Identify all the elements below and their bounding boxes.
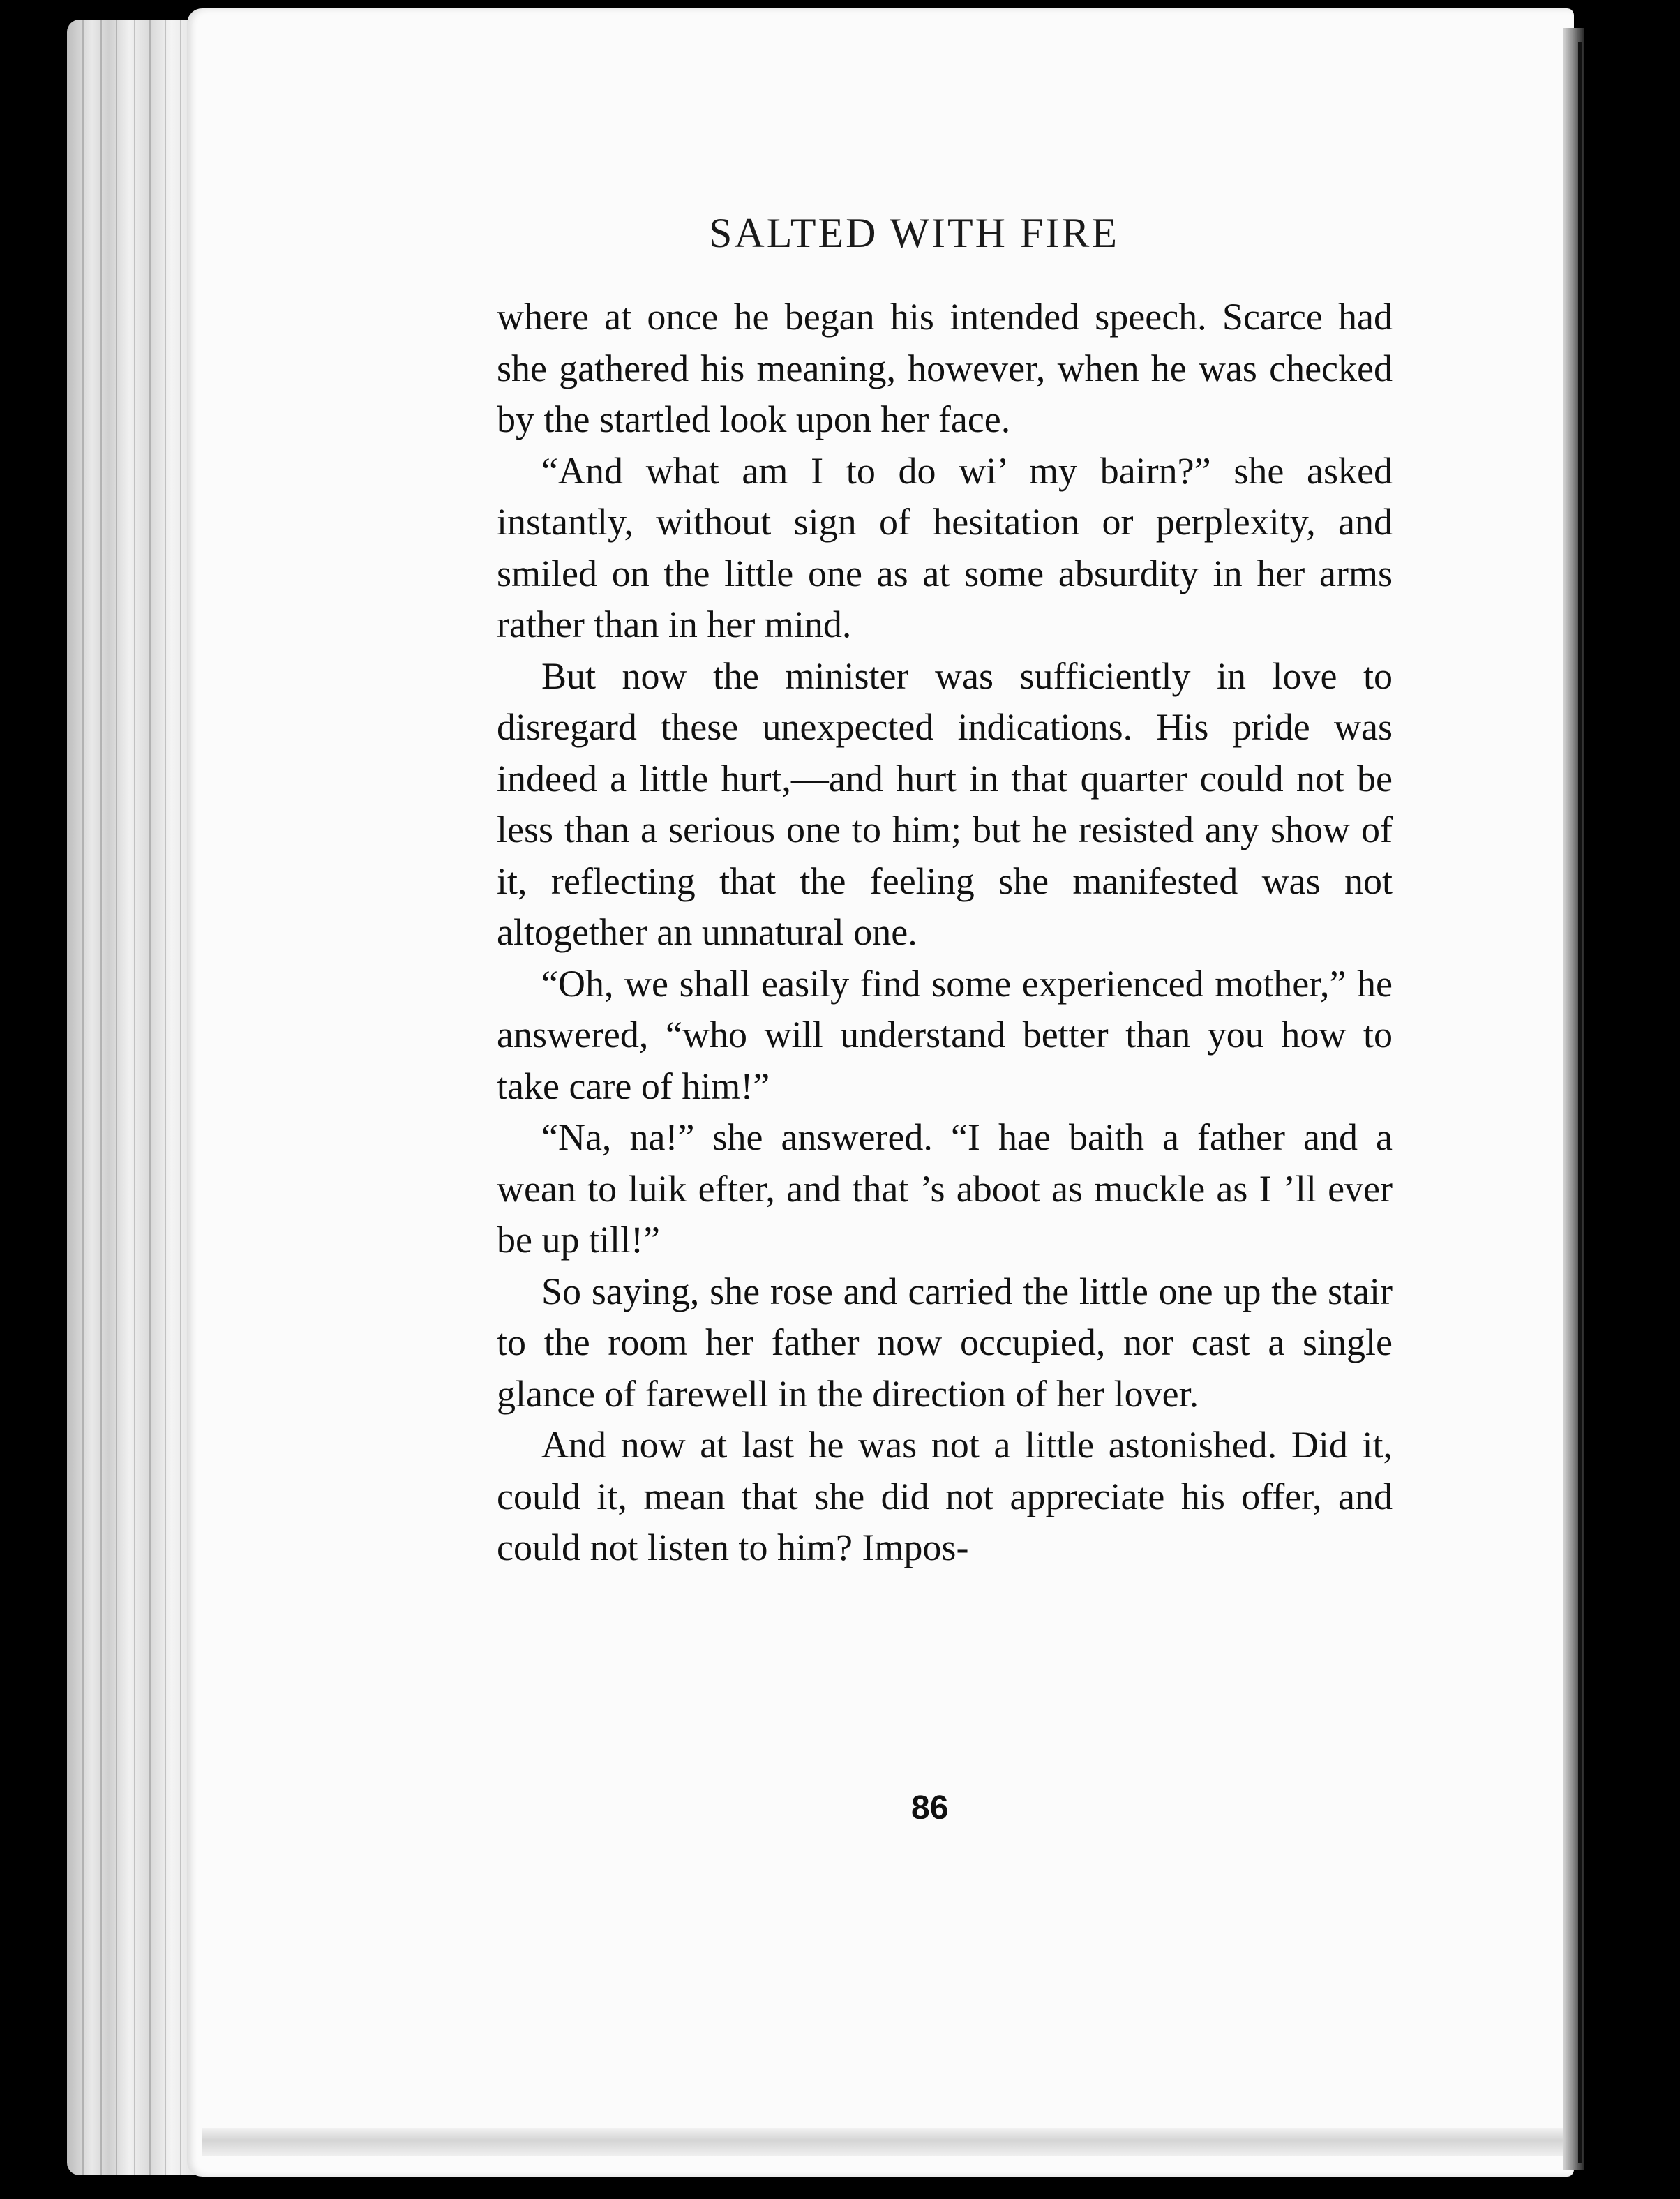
paragraph-5: “Na, na!” she answered. “I hae baith a father and a wean to luik efter, and that ’s aboot as muckle as I ’ll ever be up till!”	[497, 1116, 1393, 1261]
page-number: 86	[911, 1789, 949, 1826]
paragraph-1: where at once he began his intended speech. Scarce had she gathered his meaning, however, when he was checked by the startled look upon her face.	[497, 296, 1393, 440]
running-head: SALTED WITH FIRE	[709, 210, 1119, 256]
paragraph-4: “Oh, we shall easily find some experienced mother,” he answered, “who will understand better than you how to take care of him!”	[497, 962, 1393, 1107]
book-page-edges	[67, 20, 207, 2175]
paragraph-6: So saying, she rose and carried the little one up the stair to the room her father now occupied, nor cast a single glance of farewell in the direction of her lover.	[497, 1270, 1393, 1415]
gutter-shadow-line	[1578, 42, 1582, 2163]
body-text	[497, 292, 1393, 1574]
paragraph-7: And now at last he was not a little astonished. Did it, could it, mean that she did not appreciate his offer, and could not listen to him? Impos-	[497, 1424, 1393, 1568]
paragraph-2: “And what am I to do wi’ my bairn?” she asked instantly, without sign of hesitation or perplexity, and smiled on the little one as at some absurdity in her arms rather than in her mind.	[497, 449, 1393, 645]
bottom-page-edge	[202, 2128, 1563, 2156]
paragraph-3: But now the minister was sufficiently in love to disregard these unexpected indications. His pride was indeed a little hurt,—and hurt in that quarter could not be less than a serious one to him; but he resisted any show of it, reflecting that the feeling she manifested was not altogether an unnatural one.	[497, 654, 1393, 953]
